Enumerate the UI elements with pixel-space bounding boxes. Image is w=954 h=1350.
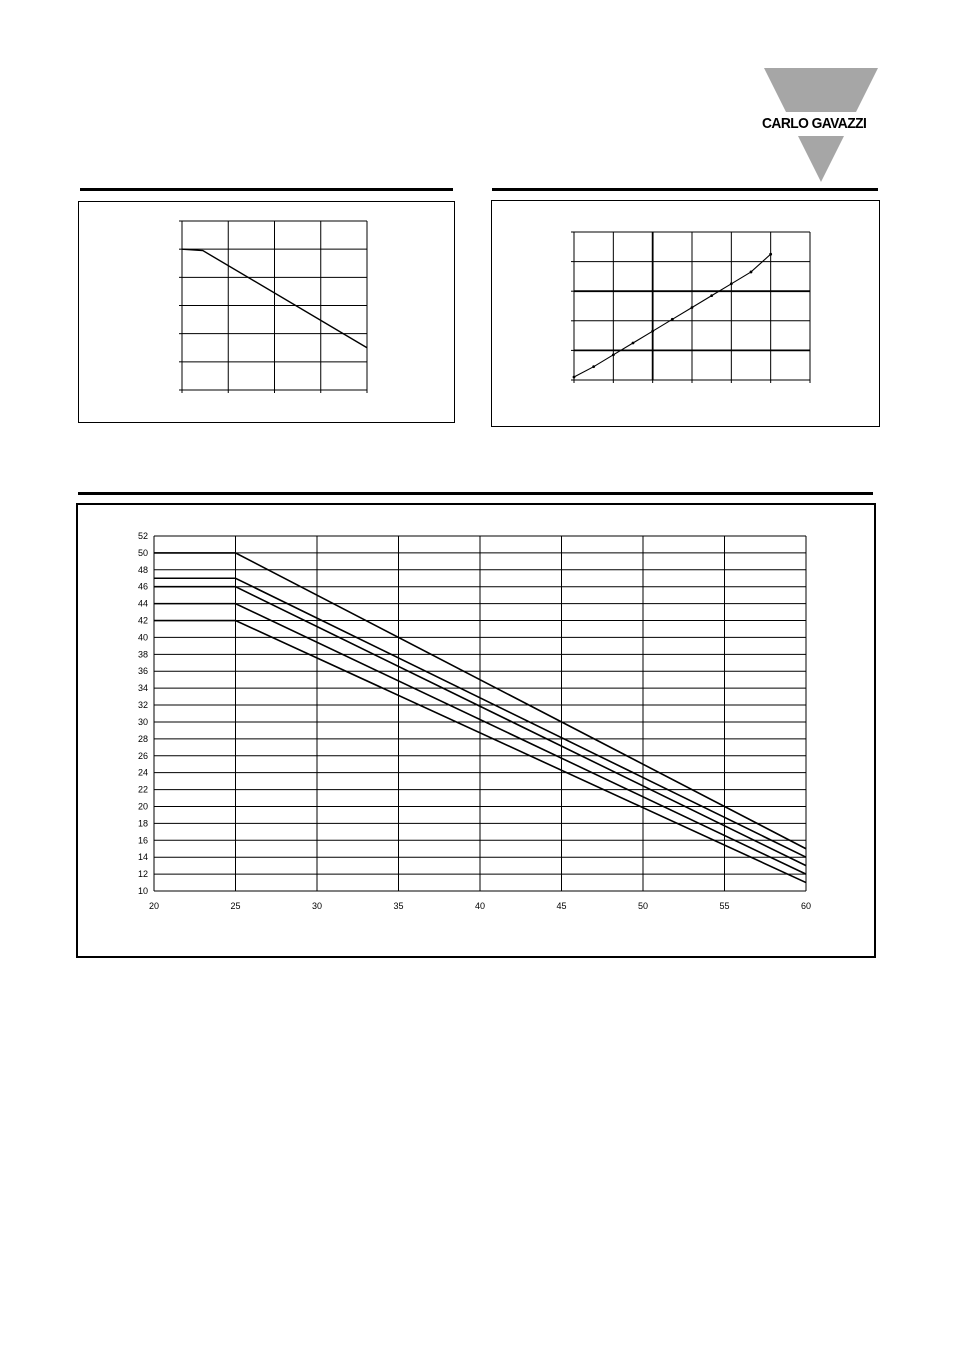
data-point [750,271,753,274]
y-tick-label: 18 [137,818,148,829]
y-tick-label: 14 [137,852,148,863]
data-point [612,353,615,356]
y-tick-label: 32 [137,700,148,711]
y-tick-label: 50 [137,547,148,558]
section-rule-top-right [492,188,878,191]
y-tick-label: 10 [137,886,148,896]
x-tick-label: 45 [556,901,567,911]
data-point [573,376,576,379]
data-point [592,365,595,368]
y-tick-label: 44 [137,598,148,609]
chart-bottom [110,525,830,920]
section-rule-bottom [78,492,873,495]
x-tick-label: 40 [474,901,486,911]
data-point [691,306,694,309]
x-tick-label: 50 [637,901,649,911]
data-point [632,342,635,345]
data-point [671,318,674,321]
data-point [710,294,713,297]
section-rule-top-left [80,188,453,191]
y-tick-label: 30 [137,716,148,727]
data-point [730,282,733,285]
brand-name: CARLO GAVAZZI [762,115,867,132]
x-tick-label: 25 [230,901,241,911]
series-line-1 [574,254,771,377]
y-tick-label: 20 [137,801,148,812]
y-tick-label: 26 [137,750,148,761]
y-tick-label: 12 [137,869,148,880]
y-tick-label: 36 [137,666,148,677]
y-tick-label: 24 [137,767,148,778]
data-point [651,330,654,333]
y-tick-label: 48 [137,564,148,575]
x-tick-label: 30 [311,901,323,911]
chart-top-right [560,224,818,388]
x-tick-label: 55 [719,901,730,911]
y-tick-label: 34 [137,683,148,694]
y-tick-label: 40 [137,632,148,643]
y-tick-label: 52 [137,531,148,541]
y-tick-label: 22 [137,784,148,795]
y-tick-label: 38 [137,649,148,660]
y-tick-label: 16 [137,835,148,846]
y-tick-label: 46 [137,581,148,592]
chart-top-left [170,212,380,397]
x-tick-label: 35 [393,901,404,911]
x-tick-label: 60 [800,901,812,911]
x-tick-label: 20 [148,901,160,911]
y-tick-label: 42 [137,615,148,626]
y-tick-label: 28 [137,733,148,744]
data-point [769,253,772,256]
